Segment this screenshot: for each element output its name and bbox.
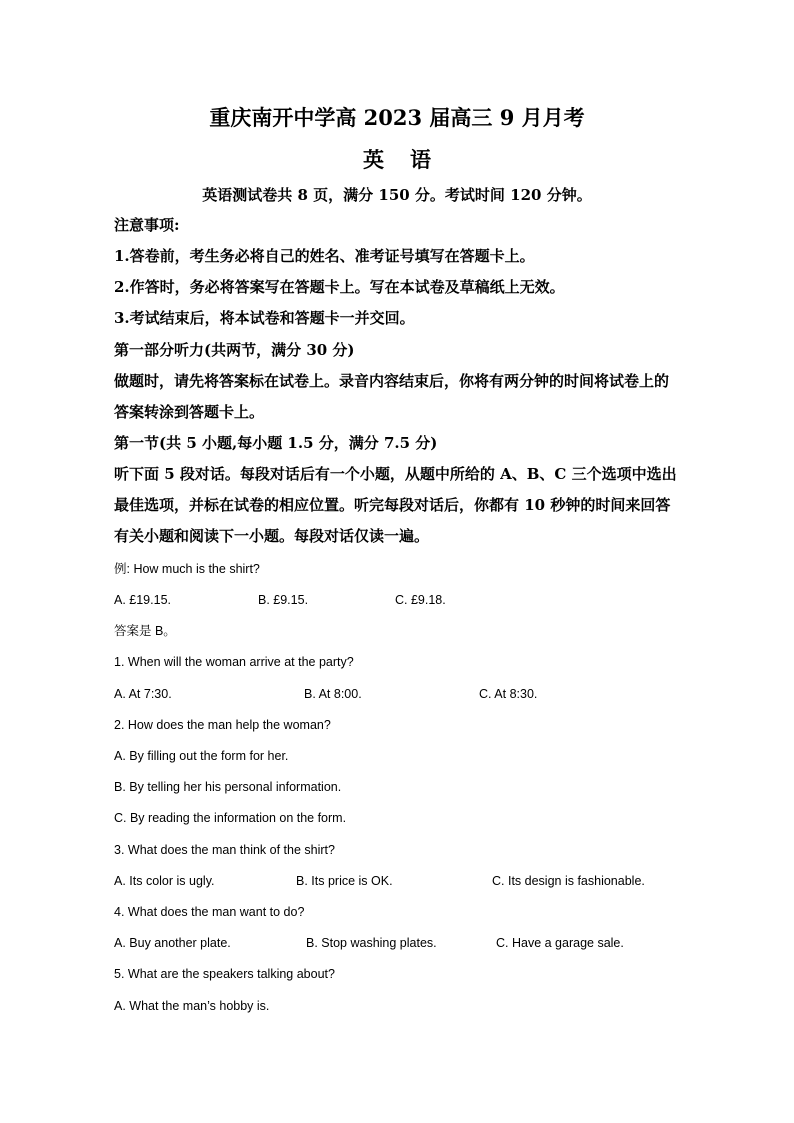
- example-option: C. £9.18.: [395, 593, 446, 607]
- example-answer: 答案是 B。: [114, 624, 176, 638]
- question-4: 4. What does the man want to do?: [114, 905, 305, 919]
- question-1: 1. When will the woman arrive at the party?: [114, 655, 354, 669]
- part1-instruction: 答案转涂到答题卡上。: [114, 403, 265, 421]
- part1-heading: 第一部分听力(共两节，满分 30 分): [114, 341, 355, 359]
- option: B. Its price is OK.: [296, 874, 393, 888]
- option: C. At 8:30.: [479, 687, 538, 701]
- example-question: 例: How much is the shirt?: [114, 562, 260, 576]
- option: C. By reading the information on the form.: [114, 811, 347, 825]
- question-2: 2. How does the man help the woman?: [114, 718, 331, 732]
- notes-heading: 注意事项:: [114, 216, 180, 234]
- option: A. What the man’s hobby is.: [114, 999, 270, 1013]
- question-3: 3. What does the man think of the shirt?: [114, 843, 335, 857]
- exam-info: 英语测试卷共 8 页，满分 150 分。考试时间 120 分钟。: [202, 186, 592, 204]
- option: A. By filling out the form for her.: [114, 749, 289, 763]
- option: A. Buy another plate.: [114, 936, 231, 950]
- subject-title: 英语: [363, 147, 457, 172]
- note-item: 3.考试结束后，将本试卷和答题卡一并交回。: [114, 309, 415, 327]
- question-5: 5. What are the speakers talking about?: [114, 967, 335, 981]
- note-item: 2.作答时，务必将答案写在答题卡上。写在本试卷及草稿纸上无效。: [114, 278, 565, 296]
- option: A. Its color is ugly.: [114, 874, 215, 888]
- example-option: B. £9.15.: [258, 593, 309, 607]
- option: B. By telling her his personal information.: [114, 780, 342, 794]
- section1-instruction: 有关小题和阅读下一小题。每段对话仅读一遍。: [114, 527, 430, 545]
- option: C. Its design is fashionable.: [492, 874, 645, 888]
- section1-instruction: 听下面 5 段对话。每段对话后有一个小题，从题中所给的 A、B、C 三个选项中选出: [114, 465, 677, 483]
- section1-heading: 第一节(共 5 小题,每小题 1.5 分，满分 7.5 分): [114, 434, 438, 452]
- section1-instruction: 最佳选项，并标在试卷的相应位置。听完每段对话后，你都有 10 秒钟的时间来回答: [114, 496, 671, 514]
- option: B. At 8:00.: [304, 687, 362, 701]
- example-option: A. £19.15.: [114, 593, 171, 607]
- option: B. Stop washing plates.: [306, 936, 437, 950]
- page-title: 重庆南开中学高 2023 届高三 9 月月考: [209, 105, 585, 130]
- part1-instruction: 做题时，请先将答案标在试卷上。录音内容结束后，你将有两分钟的时间将试卷上的: [114, 372, 670, 390]
- option: C. Have a garage sale.: [496, 936, 624, 950]
- note-item: 1.答卷前，考生务必将自己的姓名、准考证号填写在答题卡上。: [114, 247, 535, 265]
- option: A. At 7:30.: [114, 687, 172, 701]
